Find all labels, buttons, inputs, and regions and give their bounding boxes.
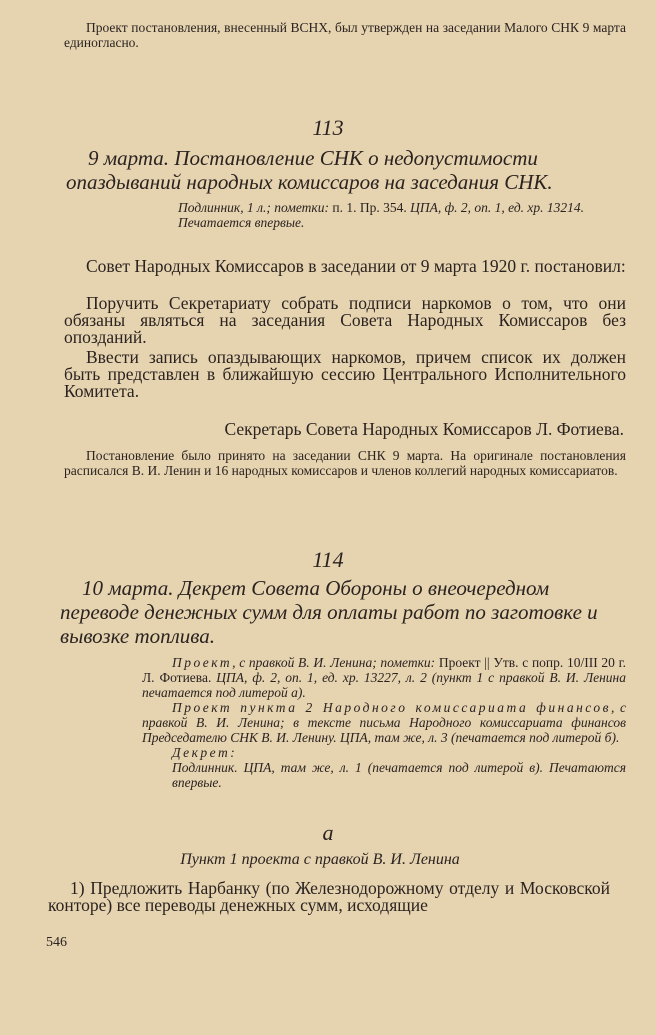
source-a-label: Проект — [172, 655, 233, 670]
source-c-text: Подлинник. ЦПА, там же, л. 1 (печатается под литерой в). Печатаются впервые. — [172, 760, 626, 790]
doc-114-title: 10 марта. Декрет Совета Обороны о внеочередном переводе денежных сумм для оплаты работ по заготовке и вывозке топлива. — [60, 576, 598, 648]
doc-113-paragraph-2: Поручить Секретариату собрать подписи наркомов о том, что они обязаны являться на заседания Совета Народных Комиссаров без опозданий. — [64, 293, 626, 347]
doc-113-number: 113 — [312, 115, 344, 140]
letter-a-heading: а — [322, 820, 334, 845]
doc-113-title: 9 марта. Постановление СНК о недопустимости опаздываний народных комиссаров на заседания СНК. — [66, 146, 553, 194]
doc-113-source-label: Подлинник, 1 л.; пометки: — [178, 200, 329, 215]
doc-113-signature: Секретарь Совета Народных Комиссаров Л. Фотиева. — [224, 419, 624, 439]
doc-113-footnote: Постановление было принято на заседании СНК 9 марта. На оригинале постановления расписался В. И. Ленин и 16 народных комиссаров и членов коллегий народных комиссариатов. — [64, 448, 626, 478]
source-b-label: Проект пункта 2 Народного комиссариата финансов — [172, 700, 612, 715]
doc-113-paragraph-1: Совет Народных Комиссаров в заседании от 9 марта 1920 г. постановил: — [86, 256, 626, 276]
doc-113-paragraph-3: Ввести запись опаздывающих наркомов, причем список их должен быть представлен в ближайшую сессию Центрального Исполнительного Комитета. — [64, 347, 626, 401]
source-b-text: , с правкой В. И. Ленина; в тексте письма Народного комиссариата финансов Председателю СНК В. И. Ленину. ЦПА, там же, л. 3 (печатается под литерой б). — [142, 700, 626, 745]
top-note: Проект постановления, внесенный ВСНХ, был утвержден на заседании Малого СНК 9 марта единогласно. — [64, 20, 626, 50]
source-a-archive: ЦПА, ф. 2, оп. 1, ед. хр. 13227, л. 2 (пункт 1 с правкой В. И. Ленина печатается под литерой а). — [142, 670, 627, 700]
source-c-label: Декрет: — [172, 745, 238, 760]
doc-113-published-note: Печатается впервые. — [178, 215, 305, 230]
doc-114-sources — [142, 655, 626, 790]
point-1-text: 1) Предложить Нарбанку (по Железнодорожному отделу и Московской конторе) все переводы денежных сумм, исходящие — [48, 878, 610, 915]
subtitle: Пункт 1 проекта с правкой В. И. Ленина — [180, 851, 460, 868]
page-number: 546 — [46, 935, 67, 950]
doc-113-source — [120, 200, 626, 230]
doc-113-source-archive: ЦПА, ф. 2, оп. 1, ед. хр. 13214. — [410, 200, 585, 215]
source-a-text: , с правкой В. И. Ленина; пометки: — [232, 655, 436, 670]
source-a-marks: Проект || Утв. с попр. 10/III 20 г. Л. Фотиева. — [142, 655, 626, 685]
doc-113-source-rest: п. 1. Пр. 354. — [332, 200, 407, 215]
doc-114-number: 114 — [312, 547, 344, 572]
